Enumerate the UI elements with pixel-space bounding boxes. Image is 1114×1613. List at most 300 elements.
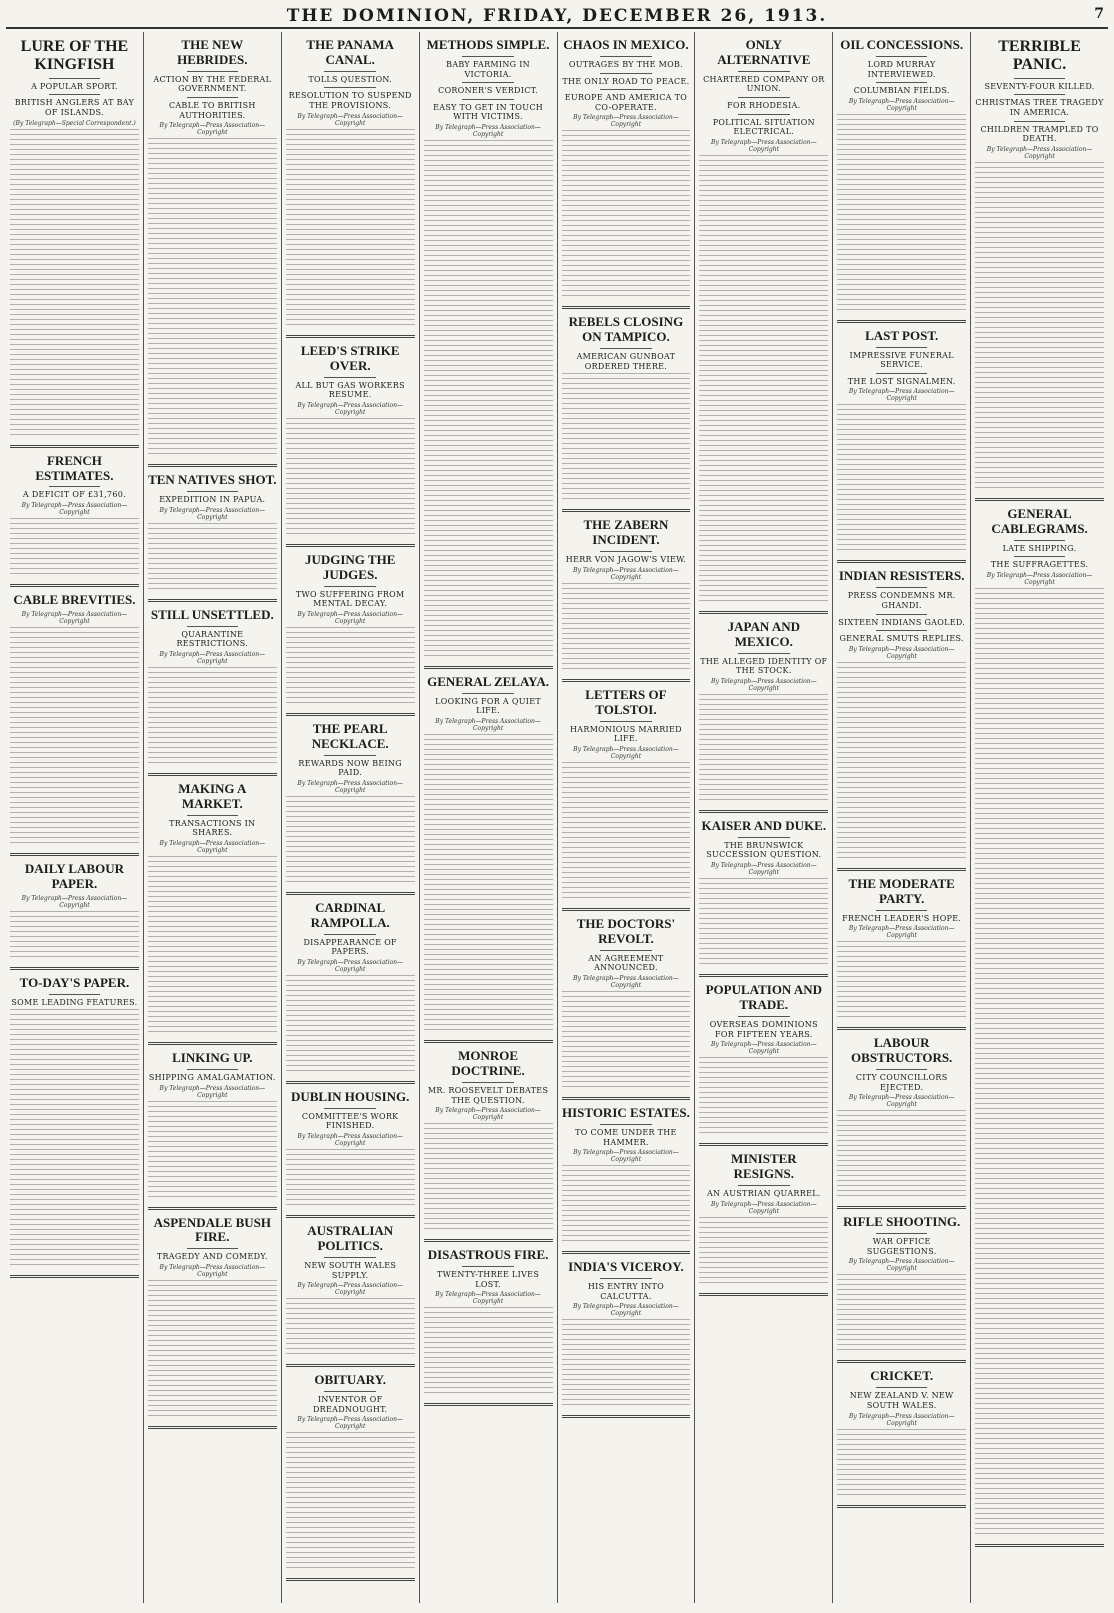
article-subhead: LORD MURRAY INTERVIEWED.: [867, 59, 936, 79]
article-separator: [148, 773, 277, 776]
article-subhead: AMERICAN GUNBOAT ORDERED THERE.: [576, 352, 676, 371]
divider-rule: [600, 950, 652, 951]
article-subhead: SOME LEADING FEATURES.: [11, 997, 138, 1007]
article-headline: STILL UNSETTLED.: [150, 606, 274, 622]
article-credit: (By Telegraph—Special Correspondent.): [13, 119, 136, 127]
article-separator: [148, 1207, 277, 1210]
article-separator: [286, 335, 415, 338]
article-body-text: [837, 662, 966, 862]
article: [975, 38, 1104, 501]
divider-rule: [462, 99, 514, 100]
article-body-text: [562, 991, 691, 1091]
article-headline: MONROE DOCTRINE.: [451, 1048, 525, 1078]
divider-rule: [738, 71, 790, 72]
article-body-text: [562, 1319, 691, 1409]
divider-rule: [600, 56, 652, 57]
article-credit: By Telegraph—Press Association—Copyright: [435, 123, 541, 138]
article: [286, 1373, 415, 1581]
divider-rule: [876, 373, 928, 374]
article-body-text: [562, 373, 691, 503]
article-subhead: HIS ENTRY INTO CALCUTTA.: [587, 1282, 665, 1301]
article-body-text: [699, 155, 828, 605]
article-credit: By Telegraph—Press Association—Copyright: [848, 97, 955, 112]
article-headline: TEN NATIVES SHOT.: [148, 472, 277, 488]
article: [562, 518, 691, 681]
article-credit: By Telegraph—Press Association—Copyright: [435, 718, 541, 733]
article-headline: LURE OF THE KINGFISH: [20, 38, 129, 74]
article-separator: [10, 853, 139, 856]
article-body-text: [562, 130, 691, 300]
article-separator: [562, 1097, 691, 1100]
divider-rule: [738, 97, 790, 98]
article-body-text: [286, 1149, 415, 1209]
divider-rule: [600, 348, 652, 349]
article-credit: By Telegraph—Press Association—Copyright: [297, 112, 403, 127]
article-separator: [837, 560, 966, 563]
article-subhead: TRAGEDY AND COMEDY.: [156, 1252, 268, 1262]
divider-rule: [187, 626, 239, 627]
article-body-text: [10, 1009, 139, 1269]
column-8: [971, 32, 1108, 1603]
article-headline: INDIA'S VICEROY.: [568, 1259, 684, 1275]
divider-rule: [462, 1266, 514, 1267]
article-body-text: [837, 1429, 966, 1499]
divider-rule: [600, 1124, 652, 1125]
divider-rule: [462, 693, 514, 694]
article-subhead: EASY TO GET IN TOUCH WITH VICTIMS.: [433, 102, 544, 122]
article-subhead: TWO SUFFERING FROM MENTAL DECAY.: [295, 589, 405, 609]
article-credit: By Telegraph—Press Association—Copyright: [711, 862, 817, 877]
article-subhead: THE ALLEGED IDENTITY OF THE STOCK.: [700, 656, 828, 676]
article-subhead: NEW ZEALAND V. NEW SOUTH WALES.: [849, 1391, 954, 1410]
article-headline: DISASTROUS FIRE.: [427, 1247, 549, 1263]
article-body-text: [562, 583, 691, 673]
article-credit: By Telegraph—Press Association—Copyright: [573, 745, 679, 760]
article-headline: OBITUARY.: [314, 1372, 387, 1388]
article-credit: By Telegraph—Press Association—Copyright: [297, 1282, 403, 1297]
article-separator: [837, 1206, 966, 1209]
divider-rule: [600, 73, 652, 74]
article-body-text: [286, 796, 415, 886]
article-credit: By Telegraph—Press Association—Copyright: [848, 1258, 955, 1273]
article-headline: LETTERS OF TOLSTOI.: [585, 686, 667, 717]
article-credit: By Telegraph—Press Association—Copyright: [573, 114, 679, 129]
article-headline: HISTORIC ESTATES.: [561, 1104, 690, 1120]
article: [562, 917, 691, 1100]
article-headline: MINISTER RESIGNS.: [730, 1151, 797, 1182]
divider-rule: [49, 994, 101, 995]
article-headline: ONLY ALTERNATIVE: [717, 37, 811, 67]
divider-rule: [876, 1069, 928, 1070]
article-subhead: LOOKING FOR A QUIET LIFE.: [435, 696, 541, 716]
article: [424, 1049, 553, 1242]
article: [699, 38, 828, 614]
article: [562, 688, 691, 911]
article-subhead: MR. ROOSEVELT DEBATES THE QUESTION.: [427, 1085, 549, 1105]
article-credit: By Telegraph—Press Association—Copyright: [297, 1416, 403, 1431]
divider-rule: [462, 82, 514, 83]
article-body-text: [148, 667, 277, 767]
article-body-text: [10, 911, 139, 961]
article: [562, 315, 691, 512]
article-credit: By Telegraph—Press Association—Copyright: [159, 1263, 266, 1278]
article-separator: [837, 320, 966, 323]
divider-rule: [876, 614, 928, 615]
article-credit: By Telegraph—Press Association—Copyright: [573, 566, 679, 581]
article-subhead: GENERAL SMUTS REPLIES.: [839, 634, 964, 644]
masthead-title: THE DOMINION, FRIDAY, DECEMBER 26, 1913.: [286, 6, 828, 26]
divider-rule: [600, 721, 652, 722]
divider-rule: [738, 1016, 790, 1017]
article-headline: REBELS CLOSING ON TAMPICO.: [568, 314, 684, 345]
divider-rule: [324, 71, 376, 72]
article-credit: By Telegraph—Press Association—Copyright: [297, 610, 403, 625]
article-headline: CHAOS IN MEXICO.: [563, 37, 689, 52]
article-body-text: [424, 1123, 553, 1233]
divider-rule: [738, 1185, 790, 1186]
article-body-text: [975, 588, 1104, 1538]
article: [837, 1036, 966, 1209]
article-subhead: FOR RHODESIA.: [727, 101, 801, 111]
article-subhead: HARMONIOUS MARRIED LIFE.: [570, 724, 682, 744]
article-separator: [699, 1143, 828, 1146]
article-subhead: BRITISH ANGLERS AT BAY OF ISLANDS.: [14, 98, 135, 117]
article-subhead: CORONER'S VERDICT.: [438, 86, 538, 96]
columns-container: [6, 32, 1108, 1603]
article-credit: By Telegraph—Press Association—Copyright: [573, 1303, 679, 1318]
article-headline: LAST POST.: [865, 327, 939, 343]
article-body-text: [562, 762, 691, 902]
divider-rule: [324, 1391, 376, 1392]
divider-rule: [876, 910, 928, 911]
column-6: [695, 32, 833, 1603]
column-7: [833, 32, 971, 1603]
article-separator: [562, 679, 691, 682]
article-separator: [286, 1081, 415, 1084]
article-body-text: [837, 1110, 966, 1200]
article-subhead: EUROPE AND AMERICA TO CO-OPERATE.: [564, 93, 688, 112]
article-headline: CABLE BREVITIES.: [13, 592, 136, 608]
divider-rule: [324, 755, 376, 756]
article-headline: LABOUR OBSTRUCTORS.: [851, 1035, 953, 1066]
article-credit: By Telegraph—Press Association—Copyright: [848, 1412, 955, 1427]
article: [148, 608, 277, 776]
article-body-text: [837, 114, 966, 314]
article-credit: By Telegraph—Press Association—Copyright: [297, 401, 403, 416]
article-subhead: OVERSEAS DOMINIONS FOR FIFTEEN YEARS.: [709, 1019, 818, 1039]
article-separator: [10, 584, 139, 587]
article-subhead: COMMITTEE'S WORK FINISHED.: [301, 1111, 399, 1131]
article-separator: [837, 1027, 966, 1030]
article-separator: [975, 498, 1104, 501]
divider-rule: [876, 1233, 928, 1234]
article-separator: [699, 611, 828, 614]
article-headline: KAISER AND DUKE.: [701, 817, 827, 833]
divider-rule: [187, 1248, 239, 1249]
article-body-text: [148, 138, 277, 458]
divider-rule: [1014, 78, 1066, 79]
article-separator: [10, 967, 139, 970]
article-subhead: THE BRUNSWICK SUCCESSION QUESTION.: [706, 840, 822, 860]
article-credit: By Telegraph—Press Association—Copyright: [21, 894, 128, 909]
article-body-text: [699, 1057, 828, 1137]
article-headline: AUSTRALIAN POLITICS.: [307, 1223, 394, 1253]
divider-rule: [876, 347, 928, 348]
article: [699, 983, 828, 1146]
article-separator: [148, 1042, 277, 1045]
divider-rule: [324, 377, 376, 378]
article: [837, 877, 966, 1030]
article-subhead: CITY COUNCILLORS EJECTED.: [855, 1073, 948, 1092]
article-subhead: RESOLUTION TO SUSPEND THE PROVISIONS.: [288, 91, 412, 111]
article-headline: LEED'S STRIKE OVER.: [300, 342, 400, 373]
article: [837, 329, 966, 564]
article-headline: DUBLIN HOUSING.: [290, 1088, 410, 1104]
article-subhead: COLUMBIAN FIELDS.: [853, 86, 950, 96]
article: [562, 38, 691, 309]
article-body-text: [286, 129, 415, 329]
article-subhead: TWENTY-THREE LIVES LOST.: [437, 1270, 540, 1289]
article-credit: By Telegraph—Press Association—Copyright: [711, 138, 817, 153]
article-subhead: HERR VON JAGOW'S VIEW.: [565, 555, 687, 565]
article-subhead: QUARANTINE RESTRICTIONS.: [176, 629, 249, 649]
article-body-text: [424, 734, 553, 1034]
article-subhead: EXPEDITION IN PAPUA.: [159, 495, 266, 505]
divider-rule: [876, 56, 928, 57]
article-body-text: [699, 694, 828, 804]
column-2: [144, 32, 282, 1603]
article-body-text: [424, 1307, 553, 1397]
article-subhead: OUTRAGES BY THE MOB.: [568, 59, 683, 69]
article-body-text: [148, 1101, 277, 1201]
article-credit: By Telegraph—Press Association—Copyright: [159, 650, 266, 665]
article-subhead: WAR OFFICE SUGGESTIONS.: [866, 1237, 937, 1256]
article-subhead: AN AUSTRIAN QUARREL.: [706, 1188, 821, 1198]
divider-rule: [1014, 94, 1066, 95]
column-5: [558, 32, 696, 1603]
page-number: 7: [1094, 6, 1104, 22]
article-headline: ASPENDALE BUSH FIRE.: [153, 1214, 271, 1245]
article-separator: [148, 1426, 277, 1429]
article-credit: By Telegraph—Press Association—Copyright: [986, 571, 1093, 586]
divider-rule: [49, 486, 101, 487]
article-credit: By Telegraph—Press Association—Copyright: [435, 1291, 541, 1306]
article-credit: By Telegraph—Press Association—Copyright: [848, 645, 955, 660]
article: [148, 782, 277, 1045]
article: [424, 675, 553, 1043]
article: [699, 1152, 828, 1295]
article: [10, 862, 139, 970]
article: [286, 1224, 415, 1367]
article-body-text: [10, 129, 139, 439]
article: [837, 38, 966, 323]
article-headline: POPULATION AND TRADE.: [705, 982, 823, 1012]
article-separator: [562, 1251, 691, 1254]
divider-rule: [324, 87, 376, 88]
article-separator: [562, 306, 691, 309]
divider-rule: [876, 82, 928, 83]
article: [286, 38, 415, 338]
article-headline: JAPAN AND MEXICO.: [727, 618, 800, 649]
article-credit: By Telegraph—Press Association—Copyright: [435, 1107, 541, 1122]
article-credit: By Telegraph—Press Association—Copyright: [159, 122, 266, 137]
divider-rule: [462, 56, 514, 57]
article-subhead: SIXTEEN INDIANS GAOLED.: [838, 617, 966, 627]
article: [699, 620, 828, 813]
article: [424, 1248, 553, 1406]
article-headline: THE ZABERN INCIDENT.: [583, 517, 669, 548]
article-credit: By Telegraph—Press Association—Copyright: [159, 839, 266, 854]
article-subhead: THE SUFFRAGETTES.: [990, 560, 1089, 570]
article: [286, 1090, 415, 1218]
divider-rule: [1014, 121, 1066, 122]
article: [148, 473, 277, 602]
divider-rule: [462, 1082, 514, 1083]
article-credit: By Telegraph—Press Association—Copyright: [21, 610, 128, 625]
article-headline: CRICKET.: [870, 1368, 934, 1384]
article: [10, 454, 139, 587]
article-body-text: [424, 140, 553, 660]
article-body-text: [148, 523, 277, 593]
article-credit: By Telegraph—Press Association—Copyright: [711, 677, 817, 692]
article-headline: THE DOCTORS' REVOLT.: [576, 915, 676, 946]
article-body-text: [286, 627, 415, 707]
masthead-rule: [6, 27, 1108, 29]
article-credit: By Telegraph—Press Association—Copyright: [711, 1200, 817, 1215]
article-credit: By Telegraph—Press Association—Copyright: [573, 974, 679, 989]
article-headline: TERRIBLE PANIC.: [998, 38, 1081, 74]
article-separator: [424, 1040, 553, 1043]
article-subhead: REWARDS NOW BEING PAID.: [298, 758, 402, 778]
article-subhead: NEW SOUTH WALES SUPPLY.: [304, 1260, 397, 1280]
article-separator: [286, 1215, 415, 1218]
article-credit: By Telegraph—Press Association—Copyright: [848, 925, 955, 940]
article-separator: [699, 974, 828, 977]
divider-rule: [876, 1387, 928, 1388]
article-body-text: [286, 1298, 415, 1358]
article-subhead: CHILDREN TRAMPLED TO DEATH.: [980, 124, 1099, 144]
article-credit: By Telegraph—Press Association—Copyright: [297, 779, 403, 794]
divider-rule: [187, 491, 239, 492]
article-headline: LINKING UP.: [172, 1049, 253, 1065]
divider-rule: [187, 71, 239, 72]
article-separator: [10, 1275, 139, 1278]
article-headline: OIL CONCESSIONS.: [840, 37, 964, 52]
article-headline: DAILY LABOUR PAPER.: [24, 860, 124, 891]
article-subhead: FRENCH LEADER'S HOPE.: [842, 913, 962, 923]
divider-rule: [1014, 540, 1066, 541]
article: [837, 1215, 966, 1363]
article-subhead: PRESS CONDEMNS MR. GHANDI.: [847, 591, 956, 610]
article-separator: [10, 445, 139, 448]
article-separator: [286, 544, 415, 547]
divider-rule: [324, 586, 376, 587]
divider-rule: [876, 587, 928, 588]
article: [148, 1216, 277, 1429]
article-separator: [562, 1415, 691, 1418]
article: [975, 507, 1104, 1547]
article-body-text: [562, 1165, 691, 1245]
article-body-text: [837, 941, 966, 1021]
divider-rule: [187, 815, 239, 816]
article-credit: By Telegraph—Press Association—Copyright: [848, 1094, 955, 1109]
article-headline: JUDGING THE JUDGES.: [304, 551, 396, 582]
article-subhead: BABY FARMING IN VICTORIA.: [446, 59, 530, 79]
column-3: [282, 32, 420, 1603]
article-separator: [837, 1505, 966, 1508]
article: [10, 38, 139, 448]
article-headline: GENERAL CABLEGRAMS.: [991, 505, 1088, 536]
article-separator: [286, 1364, 415, 1367]
article: [424, 38, 553, 669]
article-body-text: [148, 856, 277, 1036]
article-credit: By Telegraph—Press Association—Copyright: [848, 388, 955, 403]
article-credit: By Telegraph—Press Association—Copyright: [159, 1084, 266, 1099]
article-headline: RIFLE SHOOTING.: [843, 1214, 961, 1230]
article-subhead: CHARTERED COMPANY OR UNION.: [703, 74, 825, 94]
article-subhead: CHRISTMAS TREE TRAGEDY IN AMERICA.: [975, 98, 1104, 117]
article-separator: [424, 666, 553, 669]
article-subhead: THE LOST SIGNALMEN.: [847, 376, 956, 386]
article: [148, 38, 277, 467]
article: [837, 1369, 966, 1507]
article-separator: [286, 1578, 415, 1581]
article-separator: [837, 1360, 966, 1363]
article: [562, 1106, 691, 1254]
article-subhead: TOLLS QUESTION.: [308, 74, 393, 84]
article-headline: THE PANAMA CANAL.: [306, 37, 394, 67]
article-credit: By Telegraph—Press Association—Copyright: [986, 145, 1093, 160]
divider-rule: [876, 630, 928, 631]
article: [10, 976, 139, 1279]
divider-rule: [187, 97, 239, 98]
article: [699, 819, 828, 977]
article: [286, 344, 415, 547]
article-headline: THE NEW HEBRIDES.: [177, 37, 248, 67]
article: [286, 553, 415, 716]
column-4: [420, 32, 558, 1603]
article: [148, 1051, 277, 1210]
article-separator: [699, 810, 828, 813]
article-separator: [286, 713, 415, 716]
article: [837, 569, 966, 870]
article-credit: By Telegraph—Press Association—Copyright: [297, 1133, 403, 1148]
article-body-text: [10, 518, 139, 578]
article-subhead: POLITICAL SITUATION ELECTRICAL.: [712, 117, 815, 137]
article-separator: [424, 1239, 553, 1242]
article-subhead: A DEFICIT OF £31,760.: [22, 490, 126, 500]
article-credit: By Telegraph—Press Association—Copyright: [159, 506, 266, 521]
article-credit: By Telegraph—Press Association—Copyright: [711, 1041, 817, 1056]
article-body-text: [975, 162, 1104, 492]
divider-rule: [324, 1257, 376, 1258]
article-separator: [975, 1544, 1104, 1547]
article-separator: [148, 464, 277, 467]
article-body-text: [699, 1217, 828, 1287]
article-separator: [837, 868, 966, 871]
article-credit: By Telegraph—Press Association—Copyright: [297, 958, 403, 973]
article-subhead: AN AGREEMENT ANNOUNCED.: [588, 953, 664, 973]
article-headline: CARDINAL RAMPOLLA.: [310, 899, 390, 930]
article-body-text: [286, 418, 415, 538]
article-headline: METHODS SIMPLE.: [426, 37, 550, 52]
divider-rule: [600, 551, 652, 552]
article-body-text: [10, 627, 139, 847]
article-subhead: SEVENTY-FOUR KILLED.: [984, 81, 1095, 91]
article-subhead: LATE SHIPPING.: [1002, 543, 1077, 553]
article-subhead: ALL BUT GAS WORKERS RESUME.: [295, 380, 405, 400]
article-separator: [286, 892, 415, 895]
